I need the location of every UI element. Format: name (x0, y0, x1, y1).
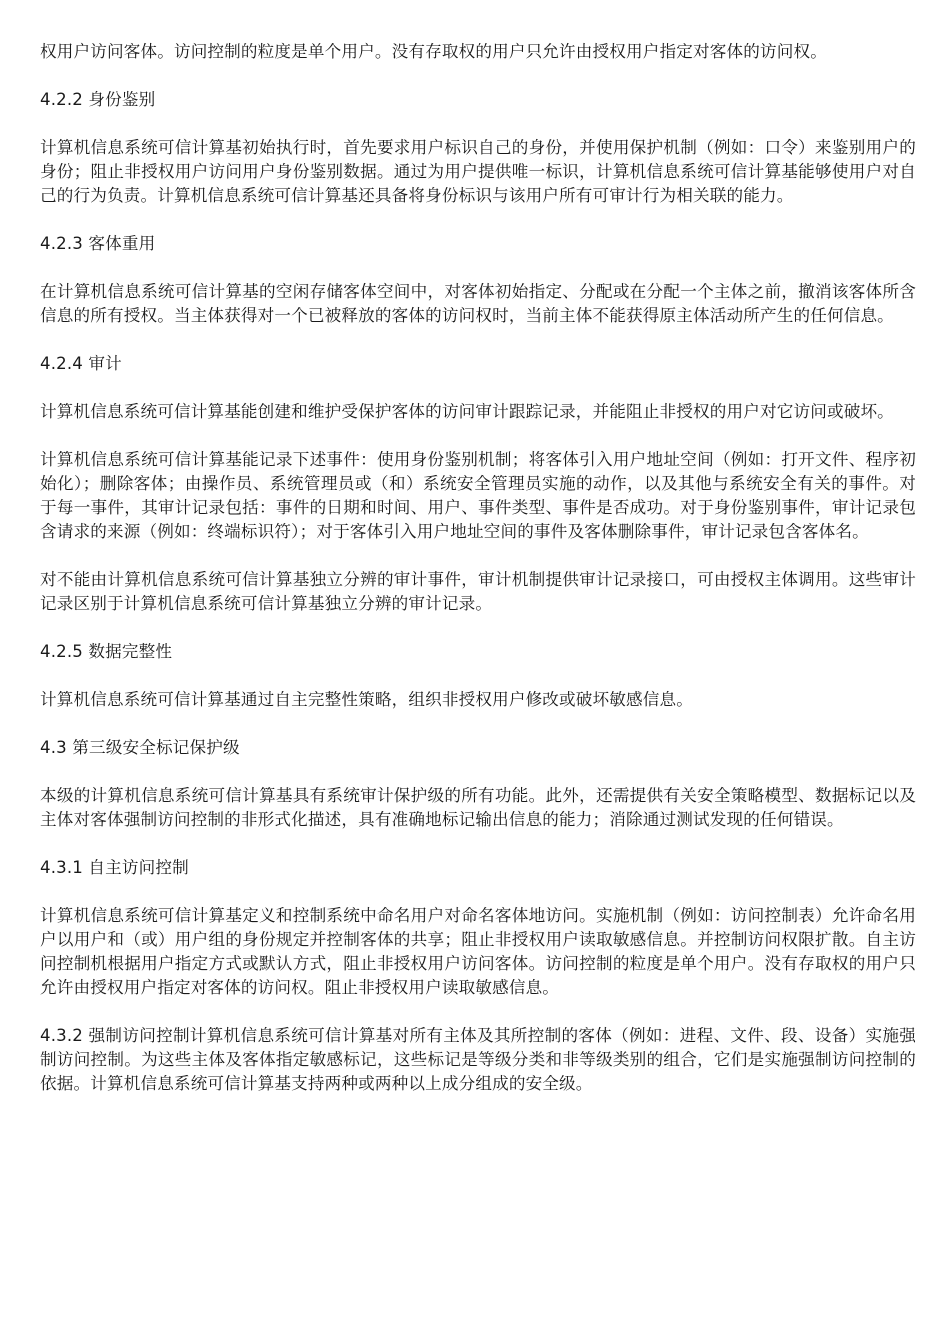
heading-4-2-4: 4.2.4 审计 (40, 354, 122, 373)
paragraph-object-reuse: 在计算机信息系统可信计算基的空闲存储客体空间中，对客体初始指定、分配或在分配一个主体之前，撤消该客体所含信息的所有授权。当主体获得对一个已被释放的客体的访问权时，当前主体不能获得原主体活动所产生的任何信息。 (40, 282, 916, 325)
paragraph-discretionary-access-control: 计算机信息系统可信计算基定义和控制系统中命名用户对命名客体地访问。实施机制（例如：访问控制表）允许命名用户以用户和（或）用户组的身份规定并控制客体的共享；阻止非授权用户读取敏感信息。并控制访问权限扩散。自主访问控制机根据用户指定方式或默认方式，阻止非授权用户访问客体。访问控制的粒度是单个用户。没有存取权的用户只允许由授权用户指定对客体的访问权。阻止非授权用户读取敏感信息。 (40, 906, 916, 997)
paragraph-access-granularity: 权用户访问客体。访问控制的粒度是单个用户。没有存取权的用户只允许由授权用户指定对客体的访问权。 (40, 42, 827, 61)
paragraph-level-three-overview: 本级的计算机信息系统可信计算基具有系统审计保护级的所有功能。此外，还需提供有关安全策略模型、数据标记以及主体对客体强制访问控制的非形式化描述，具有准确地标记输出信息的能力；消除通过测试发现的任何错误。 (40, 786, 916, 829)
heading-4-3-1: 4.3.1 自主访问控制 (40, 858, 189, 877)
paragraph-mandatory-access-control: 4.3.2 强制访问控制计算机信息系统可信计算基对所有主体及其所控制的客体（例如：进程、文件、段、设备）实施强制访问控制。为这些主体及客体指定敏感标记，这些标记是等级分类和非等级类别的组合，它们是实施强制访问控制的依据。计算机信息系统可信计算基支持两种或两种以上成分组成的安全级。 (40, 1026, 916, 1093)
paragraph-audit-trail: 计算机信息系统可信计算基能创建和维护受保护客体的访问审计跟踪记录，并能阻止非授权的用户对它访问或破坏。 (40, 402, 894, 421)
heading-4-2-3: 4.2.3 客体重用 (40, 234, 156, 253)
heading-4-2-5: 4.2.5 数据完整性 (40, 642, 173, 661)
heading-4-3: 4.3 第三级安全标记保护级 (40, 738, 240, 757)
paragraph-audit-events: 计算机信息系统可信计算基能记录下述事件：使用身份鉴别机制；将客体引入用户地址空间（例如：打开文件、程序初始化）；删除客体；由操作员、系统管理员或（和）系统安全管理员实施的动作，以及其他与系统安全有关的事件。对于每一事件，其审计记录包括：事件的日期和时间、用户、事件类型、事件是否成功。对于身份鉴别事件，审计记录包含请求的来源（例如：终端标识符）；对于客体引入用户地址空间的事件及客体删除事件，审计记录包含客体名。 (40, 450, 916, 541)
paragraph-identity-authentication: 计算机信息系统可信计算基初始执行时，首先要求用户标识自己的身份，并使用保护机制（例如：口令）来鉴别用户的身份；阻止非授权用户访问用户身份鉴别数据。通过为用户提供唯一标识，计算机信息系统可信计算基能够使用户对自己的行为负责。计算机信息系统可信计算基还具备将身份标识与该用户所有可审计行为相关联的能力。 (40, 138, 916, 205)
paragraph-audit-interface: 对不能由计算机信息系统可信计算基独立分辨的审计事件，审计机制提供审计记录接口，可由授权主体调用。这些审计记录区别于计算机信息系统可信计算基独立分辨的审计记录。 (40, 570, 916, 613)
heading-4-2-2: 4.2.2 身份鉴别 (40, 90, 156, 109)
paragraph-data-integrity: 计算机信息系统可信计算基通过自主完整性策略，组织非授权用户修改或破坏敏感信息。 (40, 690, 694, 709)
